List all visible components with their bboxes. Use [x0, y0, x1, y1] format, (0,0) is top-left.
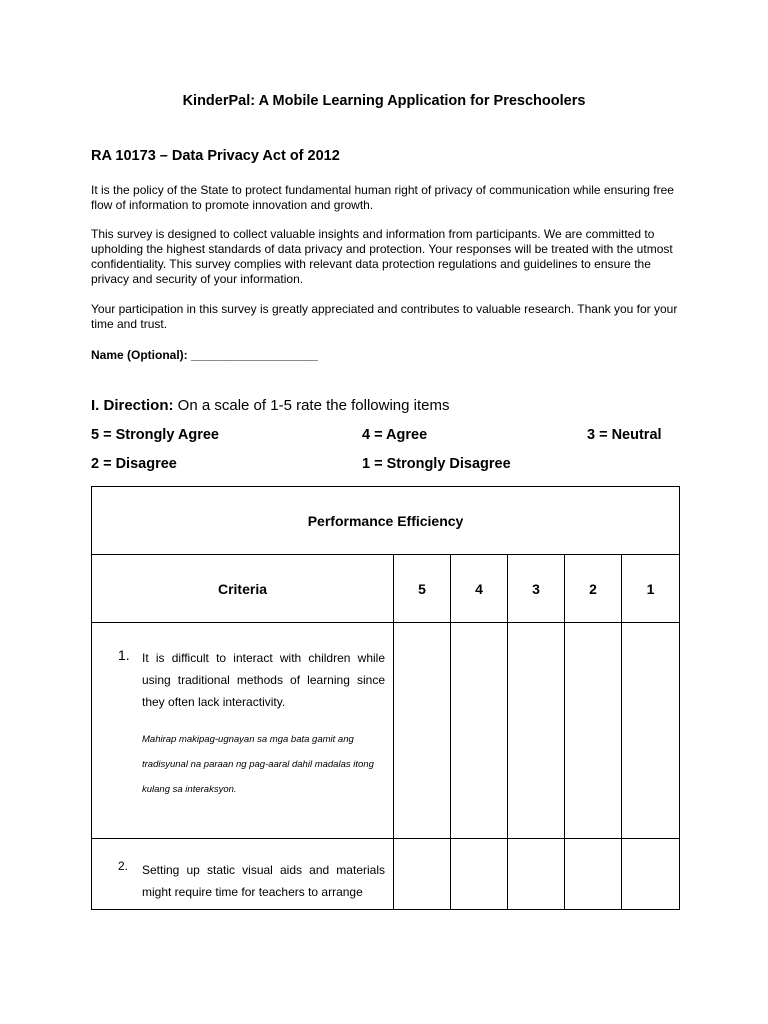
rating-cell-4[interactable]	[451, 623, 508, 839]
item-number: 1.	[118, 647, 130, 663]
criteria-header: Criteria	[92, 555, 394, 623]
name-field[interactable]: Name (Optional): ___________________	[91, 348, 318, 362]
rating-cell-4[interactable]	[451, 839, 508, 910]
scale-2: 2 = Disagree	[91, 456, 177, 472]
rating-cell-1[interactable]	[622, 839, 680, 910]
rating-cell-1[interactable]	[622, 623, 680, 839]
direction-text: On a scale of 1-5 rate the following items	[173, 397, 450, 414]
criteria-cell	[92, 623, 394, 839]
document-title: KinderPal: A Mobile Learning Application for Preschoolers	[182, 93, 586, 109]
table-row	[92, 839, 680, 910]
rating-header-3: 3	[508, 555, 565, 623]
item-number: 2.	[118, 859, 129, 873]
rating-cell-3[interactable]	[508, 839, 565, 910]
scale-5: 5 = Strongly Agree	[91, 427, 219, 443]
item-text-tagalog: Mahirap makipag-ugnayan sa mga bata gamit ang tradisyunal na paraan ng pag-aaral dahil madalas itong kulang sa interaksyon.	[142, 734, 374, 795]
direction-line	[91, 397, 450, 414]
thank-you-paragraph: Your participation in this survey is greatly appreciated and contributes to valuable research. Thank you for your time and trust.	[91, 302, 678, 331]
rating-cell-3[interactable]	[508, 623, 565, 839]
rating-header-2: 2	[565, 555, 622, 623]
table-title: Performance Efficiency	[92, 487, 680, 555]
rating-cell-5[interactable]	[394, 839, 451, 910]
rating-header-1: 1	[622, 555, 680, 623]
rating-header-5: 5	[394, 555, 451, 623]
privacy-act-heading: RA 10173 – Data Privacy Act of 2012	[91, 148, 340, 164]
scale-4: 4 = Agree	[362, 427, 428, 443]
policy-paragraph: It is the policy of the State to protect fundamental human right of privacy of communication while ensuring free flow of information to promote innovation and growth.	[91, 183, 674, 212]
scale-1: 1 = Strongly Disagree	[362, 456, 511, 472]
rating-cell-5[interactable]	[394, 623, 451, 839]
table-row	[92, 623, 680, 839]
survey-description-paragraph: This survey is designed to collect valuable insights and information from participants. We are committed to upholding the highest standards of data privacy and protection. Your responses will be treated with the utmost confidentiality. This survey complies with relevant data protection regulations and guidelines to ensure the privacy and security of your information.	[91, 227, 673, 286]
rating-cell-2[interactable]	[565, 839, 622, 910]
rating-header-4: 4	[451, 555, 508, 623]
item-text-english: Setting up static visual aids and materials might require time for teachers to arrange	[142, 863, 385, 899]
direction-label: I. Direction:	[91, 397, 174, 414]
item-text-english: It is difficult to interact with children while using traditional methods of learning since they often lack interactivity.	[142, 651, 385, 709]
scale-3: 3 = Neutral	[587, 427, 662, 443]
rating-table	[91, 486, 680, 910]
criteria-cell	[92, 839, 394, 910]
rating-cell-2[interactable]	[565, 623, 622, 839]
